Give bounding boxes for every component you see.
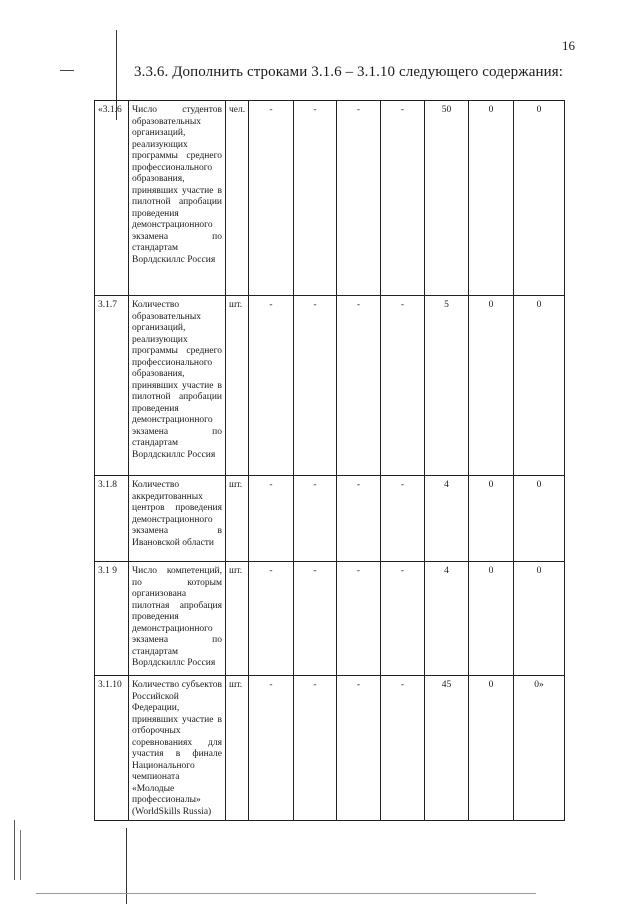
row-value: 0 <box>514 476 565 562</box>
row-value: 0 <box>514 562 565 676</box>
row-unit: шт. <box>226 296 249 476</box>
row-unit: шт. <box>226 476 249 562</box>
row-value: - <box>294 296 337 476</box>
row-number: 3.1 9 <box>95 562 129 676</box>
row-value: - <box>381 101 425 296</box>
row-description: Число компетенций, по которым организована пилотная апробация проведения демонстрационного экзамена по стандартам Ворлдскиллс Россия <box>129 562 226 676</box>
row-description: Количество субъектов Российской Федерации, принявших участие в отборочных соревнованиях для участия в финале Национального чемпионата «Молодые профессионалы» (WorldSkills Russia) <box>129 676 226 821</box>
row-unit: чел. <box>226 101 249 296</box>
table-row <box>95 296 565 476</box>
table-row <box>95 562 565 676</box>
row-value: 50 <box>425 101 469 296</box>
row-number: 3.1.10 <box>95 676 129 821</box>
row-value: - <box>294 101 337 296</box>
row-description: Количество аккредитованных центров проведения демонстрационного экзамена в Ивановской области <box>129 476 226 562</box>
row-value: 0 <box>514 101 565 296</box>
row-value: - <box>294 676 337 821</box>
top-dash <box>60 70 74 71</box>
row-value: - <box>249 296 294 476</box>
row-value: 0 <box>469 296 514 476</box>
row-number: 3.1.7 <box>95 296 129 476</box>
row-value: 4 <box>425 562 469 676</box>
row-value: 0 <box>469 676 514 821</box>
table-row <box>95 101 565 296</box>
bottom-scan-line <box>36 893 536 894</box>
row-value: - <box>381 562 425 676</box>
row-number: 3.1.8 <box>95 476 129 562</box>
table-row <box>95 476 565 562</box>
row-value: 0 <box>469 476 514 562</box>
row-value: 4 <box>425 476 469 562</box>
row-value: - <box>337 476 381 562</box>
edge-mark <box>14 820 15 880</box>
row-value: - <box>294 476 337 562</box>
row-value: - <box>249 676 294 821</box>
indicators-table <box>94 100 565 821</box>
row-value: - <box>337 562 381 676</box>
row-value: - <box>337 101 381 296</box>
row-unit: шт. <box>226 562 249 676</box>
row-value: 0 <box>469 562 514 676</box>
row-value: - <box>249 476 294 562</box>
row-value: 0 <box>469 101 514 296</box>
row-number: «3.1.6 <box>95 101 129 296</box>
row-value: 5 <box>425 296 469 476</box>
row-description: Число студентов образовательных организаций, реализующих программы среднего профессионального образования, принявших участие в пилотной апробации проведения демонстрационного экзамена по стандартам Ворлдскиллс Россия <box>129 101 226 296</box>
edge-mark-2 <box>20 830 21 880</box>
table-row <box>95 676 565 821</box>
page-number: 16 <box>562 38 575 53</box>
row-value: 0» <box>514 676 565 821</box>
row-value: - <box>337 296 381 476</box>
row-value: - <box>294 562 337 676</box>
row-value: - <box>381 296 425 476</box>
row-description: Количество образовательных организаций, реализующих программы среднего профессионального образования, принявших участие в пилотной апробации проведения демонстрационного экзамена по стандартам Ворлдскиллс Россия <box>129 296 226 476</box>
row-value: 45 <box>425 676 469 821</box>
row-value: - <box>381 476 425 562</box>
row-value: 0 <box>514 296 565 476</box>
row-unit: шт. <box>226 676 249 821</box>
row-value: - <box>249 101 294 296</box>
row-value: - <box>381 676 425 821</box>
section-heading: 3.3.6. Дополнить строками 3.1.6 – 3.1.10 следующего содержания: <box>134 64 564 80</box>
row-value: - <box>249 562 294 676</box>
row-value: - <box>337 676 381 821</box>
